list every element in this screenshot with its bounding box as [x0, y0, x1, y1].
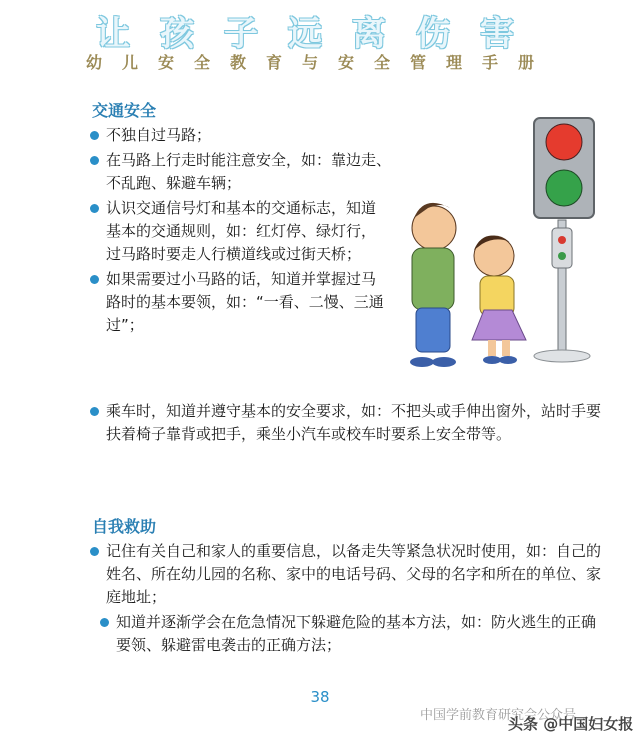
bullet-icon — [90, 275, 99, 284]
list-item — [90, 149, 401, 195]
self-rescue-list — [90, 540, 602, 659]
traffic-safety-list-cont — [90, 400, 602, 448]
list-item-text: 如果需要过小马路的话，知道并掌握过马路时的基本要领，如：“一看、二慢、三通过”； — [106, 270, 384, 334]
watermark-publisher: 头条 @中国妇女报 — [508, 715, 634, 733]
traffic-safety-heading: 交通安全 — [92, 101, 157, 120]
boy-icon — [410, 203, 456, 367]
list-item-text: 在马路上行走时能注意安全，如：靠边走、不乱跑、躲避车辆； — [106, 151, 392, 192]
page-subtitle: 幼儿安全教育与安全管理手册 — [85, 53, 554, 72]
list-item-text: 知道并逐渐学会在危急情况下躲避危险的基本方法，如：防火逃生的正确要领、躲避雷电袭击的正确方法； — [116, 613, 597, 654]
page-title: 让孩子远离伤害 — [96, 14, 544, 54]
list-item — [100, 611, 602, 657]
list-item-text: 不独自过马路； — [106, 126, 212, 144]
list-item — [90, 268, 386, 337]
children-traffic-light-illustration — [392, 110, 610, 372]
list-item — [90, 124, 390, 147]
bullet-icon — [90, 407, 99, 416]
list-item-text: 乘车时，知道并遵守基本的安全要求，如：不把头或手伸出窗外，站时手要扶着椅子靠背或把手，乘坐小汽车或校车时要系上安全带等。 — [106, 402, 602, 443]
girl-icon — [472, 236, 526, 364]
list-item — [90, 197, 386, 266]
list-item — [90, 400, 602, 446]
list-item — [90, 540, 602, 609]
traffic-light-icon — [534, 118, 594, 362]
bullet-icon — [90, 547, 99, 556]
self-rescue-heading: 自我救助 — [92, 517, 157, 536]
bullet-icon — [100, 618, 109, 627]
list-item-text: 记住有关自己和家人的重要信息，以备走失等紧急状况时使用，如：自己的姓名、所在幼儿园的名称、家中的电话号码、父母的名字和所在的单位、家庭地址； — [106, 542, 602, 606]
bullet-icon — [90, 204, 99, 213]
bullet-icon — [90, 156, 99, 165]
page-number: 38 — [310, 688, 330, 706]
list-item-text: 认识交通信号灯和基本的交通标志，知道基本的交通规则，如：红灯停、绿灯行，过马路时要走人行横道线或过街天桥； — [106, 199, 377, 263]
bullet-icon — [90, 131, 99, 140]
traffic-safety-list — [90, 124, 390, 339]
watermark-source: 中国学前教育研究会公众号 — [420, 708, 577, 723]
